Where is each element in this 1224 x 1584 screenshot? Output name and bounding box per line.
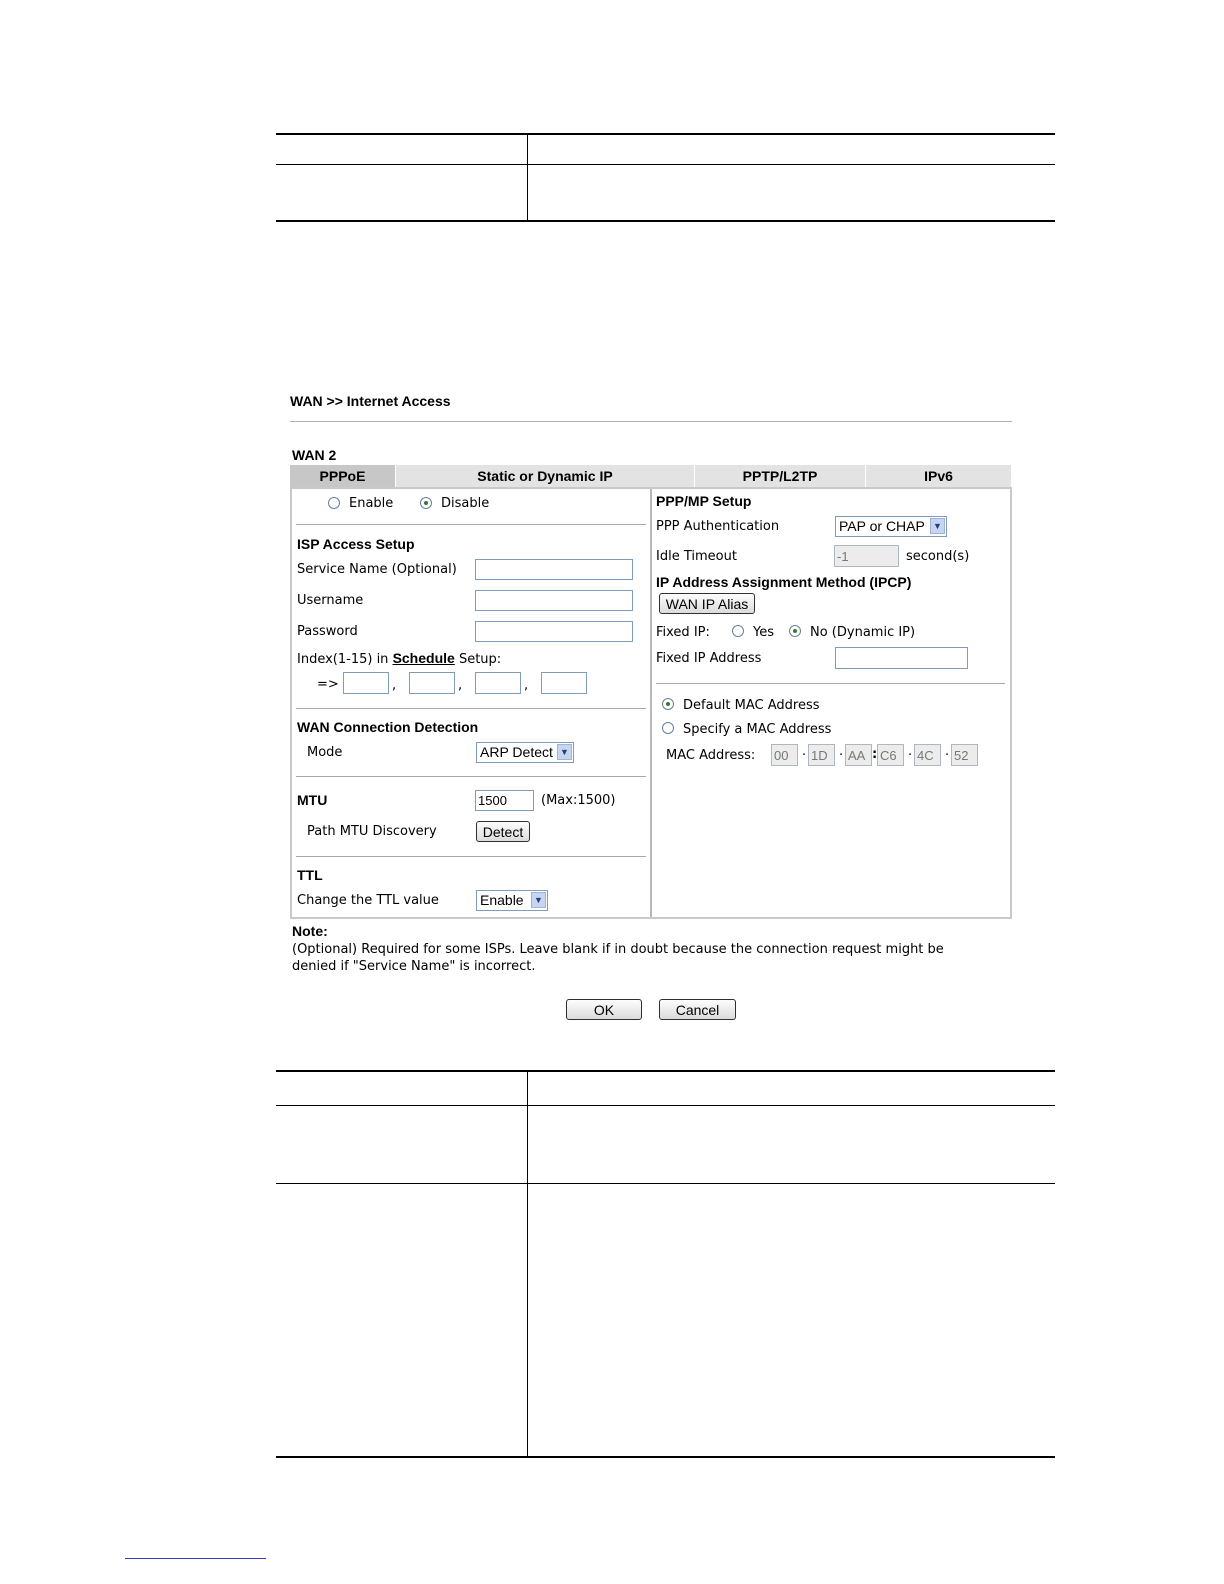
mac-separator: · <box>802 748 807 763</box>
mac-part-4[interactable] <box>877 744 904 766</box>
tab-pptp-l2tp[interactable]: PPTP/L2TP <box>695 465 866 487</box>
wan-label: WAN 2 <box>292 447 337 463</box>
mac-part-3[interactable] <box>845 744 872 766</box>
table-rule <box>276 133 1055 135</box>
tab-static-dynamic-ip[interactable]: Static or Dynamic IP <box>396 465 695 487</box>
note-line-1: (Optional) Required for some ISPs. Leave blank if in doubt because the connection request might be <box>292 942 944 957</box>
fixed-ip-no-label: No (Dynamic IP) <box>810 625 916 640</box>
ttl-value: Enable <box>480 892 524 908</box>
mode-label: Mode <box>307 745 343 760</box>
mtu-heading: MTU <box>297 792 328 808</box>
ttl-select[interactable] <box>476 890 548 911</box>
section-separator <box>296 708 646 709</box>
fixed-ip-no-radio[interactable] <box>789 625 801 637</box>
wan-detection-heading: WAN Connection Detection <box>297 719 479 735</box>
ttl-label: Change the TTL value <box>297 893 439 908</box>
detect-button[interactable]: Detect <box>476 821 530 842</box>
isp-access-heading: ISP Access Setup <box>297 536 415 552</box>
specify-mac-radio[interactable] <box>662 722 674 734</box>
ppp-auth-select[interactable] <box>835 516 947 537</box>
service-name-label: Service Name (Optional) <box>297 562 457 577</box>
ppp-auth-label: PPP Authentication <box>656 519 780 534</box>
fixed-ip-address-input[interactable] <box>835 647 968 669</box>
schedule-index-2[interactable] <box>409 672 455 694</box>
mtu-input[interactable] <box>475 790 534 811</box>
mode-value: ARP Detect <box>480 744 553 760</box>
ttl-heading: TTL <box>297 867 323 883</box>
ppp-auth-value: PAP or CHAP <box>839 518 925 534</box>
password-input[interactable] <box>475 621 633 642</box>
default-mac-label: Default MAC Address <box>683 698 820 713</box>
mac-separator: : <box>872 747 878 762</box>
note-line-2: denied if "Service Name" is incorrect. <box>292 959 536 974</box>
username-input[interactable] <box>475 590 633 611</box>
fixed-ip-label: Fixed IP: <box>656 625 710 640</box>
ppp-mp-heading: PPP/MP Setup <box>656 493 752 509</box>
comma: , <box>392 678 397 693</box>
ipcp-heading: IP Address Assignment Method (IPCP) <box>656 574 912 590</box>
tab-pppoe[interactable]: PPPoE <box>290 465 396 487</box>
password-label: Password <box>297 624 358 639</box>
table-rule <box>276 1070 1055 1072</box>
section-separator <box>296 524 646 525</box>
schedule-link[interactable]: Schedule <box>392 650 455 666</box>
index-label <box>297 650 501 667</box>
tab-bar <box>290 465 1011 487</box>
comma: , <box>524 678 529 693</box>
table-rule <box>276 164 1055 165</box>
section-separator <box>296 776 646 777</box>
page-title: WAN >> Internet Access <box>290 393 451 409</box>
table-column-divider <box>527 1072 528 1457</box>
fixed-ip-address-label: Fixed IP Address <box>656 651 762 666</box>
disable-radio[interactable] <box>420 497 432 509</box>
disable-label: Disable <box>441 496 490 511</box>
mtu-max-label: (Max:1500) <box>541 793 616 808</box>
schedule-index-4[interactable] <box>541 672 587 694</box>
panel-divider <box>650 489 652 917</box>
fixed-ip-yes-radio[interactable] <box>732 625 744 637</box>
tab-ipv6[interactable]: IPv6 <box>866 465 1011 487</box>
mode-select[interactable] <box>476 742 574 763</box>
chevron-down-icon: ▼ <box>557 744 572 760</box>
index-prefix: Index(1-15) in <box>297 652 389 667</box>
table-rule <box>276 1183 1055 1184</box>
fixed-ip-yes-label: Yes <box>753 625 774 640</box>
idle-timeout-input[interactable] <box>834 545 899 567</box>
title-divider <box>290 421 1012 422</box>
schedule-arrow: => <box>317 677 339 692</box>
mac-address-label: MAC Address: <box>666 748 756 763</box>
mac-part-5[interactable] <box>914 744 941 766</box>
mac-part-1[interactable] <box>771 744 798 766</box>
service-name-input[interactable] <box>475 559 633 580</box>
comma: , <box>458 678 463 693</box>
specify-mac-label: Specify a MAC Address <box>683 722 832 737</box>
idle-timeout-unit: second(s) <box>906 549 970 564</box>
table-rule <box>276 220 1055 222</box>
table-column-divider <box>527 135 528 221</box>
wan-ip-alias-button[interactable]: WAN IP Alias <box>659 593 755 614</box>
enable-radio[interactable] <box>328 497 340 509</box>
username-label: Username <box>297 593 364 608</box>
idle-timeout-label: Idle Timeout <box>656 549 737 564</box>
cancel-button[interactable]: Cancel <box>659 999 736 1020</box>
section-separator <box>296 856 646 857</box>
mac-separator: · <box>839 748 844 763</box>
mac-separator: · <box>945 748 950 763</box>
chevron-down-icon: ▼ <box>531 892 546 908</box>
chevron-down-icon: ▼ <box>930 518 945 534</box>
default-mac-radio[interactable] <box>662 698 674 710</box>
mac-part-6[interactable] <box>951 744 978 766</box>
schedule-index-1[interactable] <box>343 672 389 694</box>
path-mtu-label: Path MTU Discovery <box>307 824 437 839</box>
section-separator <box>656 683 1005 684</box>
footer-rule <box>125 1558 266 1559</box>
schedule-index-3[interactable] <box>475 672 521 694</box>
mac-part-2[interactable] <box>808 744 835 766</box>
ok-button[interactable]: OK <box>566 999 642 1020</box>
enable-label: Enable <box>349 496 394 511</box>
table-rule <box>276 1456 1055 1458</box>
table-rule <box>276 1105 1055 1106</box>
index-suffix: Setup: <box>458 652 502 667</box>
mac-separator: · <box>908 748 913 763</box>
note-heading: Note: <box>292 923 328 939</box>
